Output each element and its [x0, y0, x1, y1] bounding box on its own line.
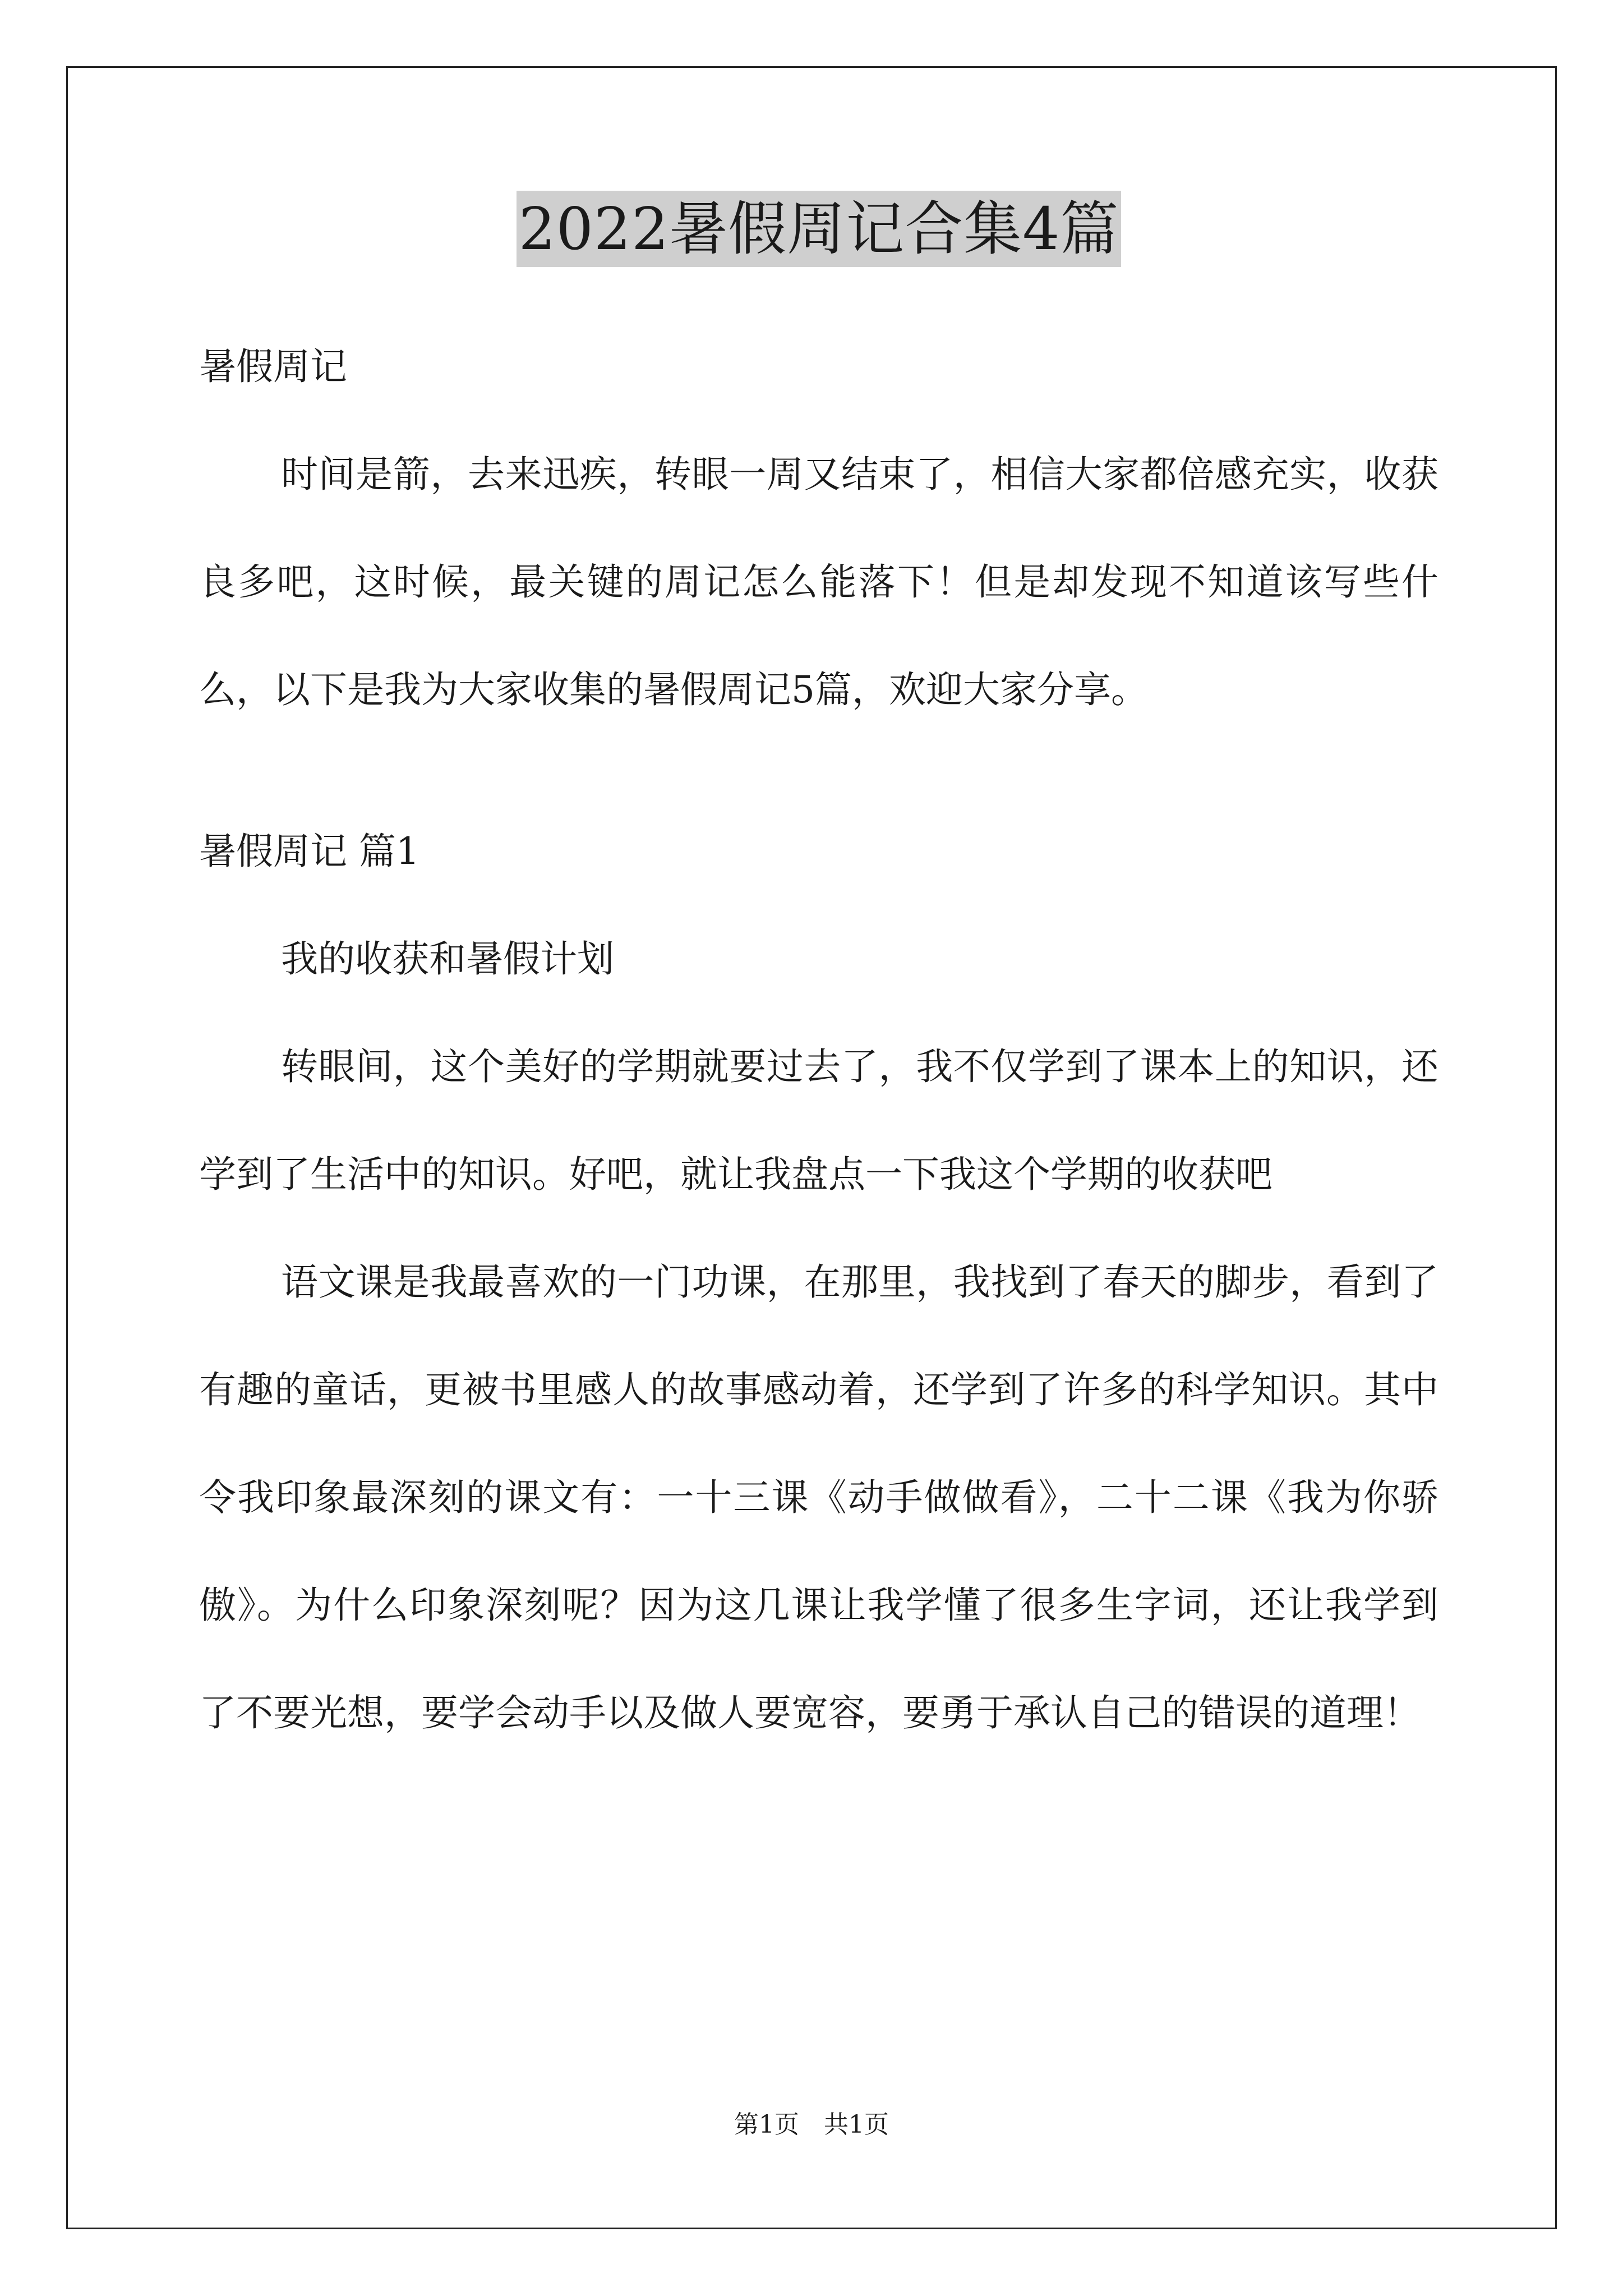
intro-paragraph: 时间是箭，去来迅疾，转眼一周又结束了，相信大家都倍感充实，收获良多吧，这时候，最关键的周记怎么能落下！但是却发现不知道该写些什么，以下是我为大家收集的暑假周记5篇，欢迎大家分享。 [199, 453, 1438, 711]
page-footer: 第1页 共1页 [734, 2110, 889, 2139]
section1-heading: 暑假周记 篇1 [199, 830, 419, 873]
intro-heading: 暑假周记 [199, 345, 347, 388]
section1-subtitle: 我的收获和暑假计划 [281, 937, 614, 981]
section-gap [199, 744, 1438, 798]
document-body [199, 191, 1438, 1767]
section1-paragraph-2: 语文课是我最喜欢的一门功课，在那里，我找到了春天的脚步，看到了有趣的童话，更被书里感人的故事感动着，还学到了许多的科学知识。其中令我印象最深刻的课文有：一十三课《动手做做看》，二十二课《我为你骄傲》。为什么印象深刻呢？因为这几课让我学懂了很多生字词，还让我学到了不要光想，要学会动手以及做人要宽容，要勇于承认自己的错误的道理！ [199, 1260, 1438, 1734]
title-wrapper [199, 191, 1438, 267]
section1-paragraph-1: 转眼间，这个美好的学期就要过去了，我不仅学到了课本上的知识，还学到了生活中的知识。好吧，就让我盘点一下我这个学期的收获吧 [199, 1045, 1438, 1196]
document-title: 2022暑假周记合集4篇 [517, 191, 1122, 267]
